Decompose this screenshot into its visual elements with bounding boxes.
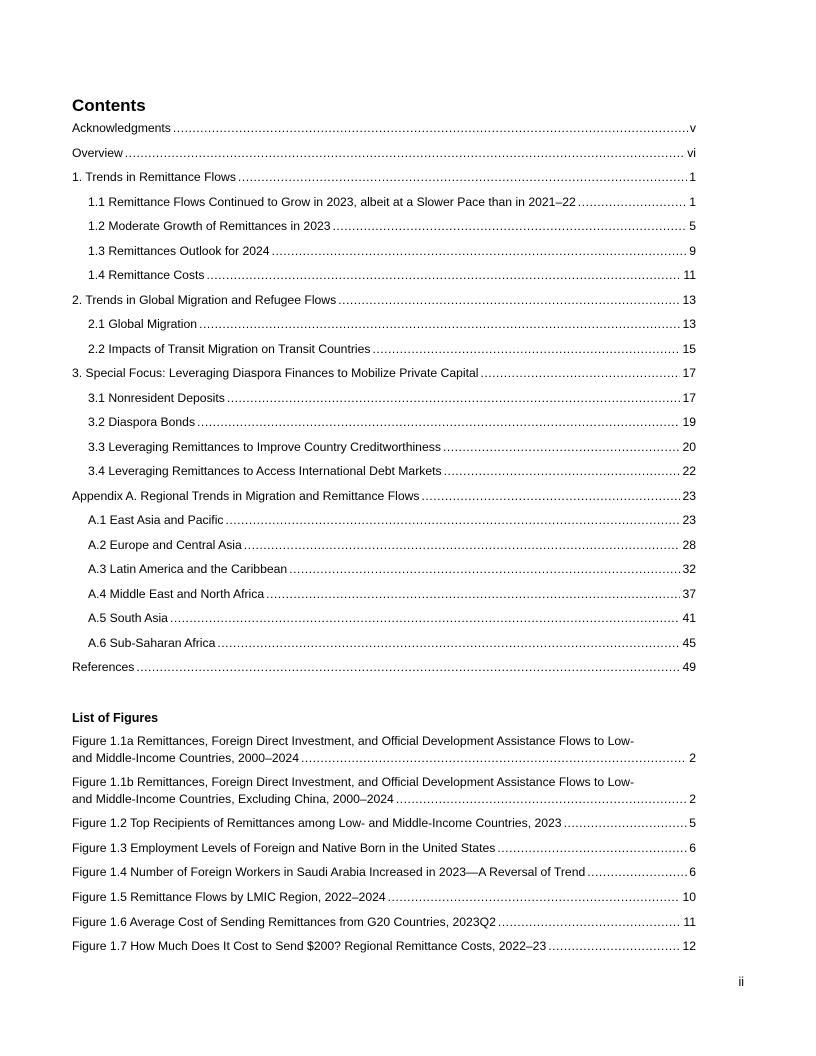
figure-entry-page: 10 xyxy=(682,890,696,905)
toc-entry[interactable] xyxy=(72,513,696,538)
figure-entry-title: Figure 1.2 Top Recipients of Remittances among Low- and Middle-Income Countries, 2023 xyxy=(72,816,562,830)
toc-entry[interactable] xyxy=(72,244,696,269)
page-number: ii xyxy=(738,975,744,989)
toc-entry[interactable] xyxy=(72,587,696,612)
toc-entry[interactable] xyxy=(72,538,696,563)
toc-entry[interactable] xyxy=(72,440,696,465)
toc-entry-title: 2.2 Impacts of Transit Migration on Transit Countries xyxy=(88,341,371,356)
dot-leader xyxy=(238,170,687,185)
dot-leader xyxy=(587,864,687,881)
toc-entry-title: A.6 Sub-Saharan Africa xyxy=(88,635,216,650)
toc-entry-page: vi xyxy=(687,145,696,160)
toc-entry[interactable] xyxy=(72,170,696,195)
figure-entry-page: 11 xyxy=(683,914,696,929)
figure-entry-title: Figure 1.7 How Much Does It Cost to Send $200? Regional Remittance Costs, 2022–23 xyxy=(72,939,547,954)
toc-entry-title: A.5 South Asia xyxy=(88,611,168,625)
figure-entry-page: 6 xyxy=(689,840,696,855)
dot-leader xyxy=(548,938,680,955)
toc-entry-page: 19 xyxy=(682,415,696,429)
figure-entry-title-line2-row xyxy=(72,750,696,767)
toc-entry[interactable] xyxy=(72,219,696,244)
dot-leader xyxy=(578,195,687,210)
figure-entry-title: Figure 1.5 Remittance Flows by LMIC Region, 2022–2024 xyxy=(72,890,386,905)
dot-leader xyxy=(217,636,680,651)
toc-entry-title: 1.1 Remittance Flows Continued to Grow in 2023, albeit at a Slower Pace than in 2021–22 xyxy=(88,194,576,209)
toc-entry-page: 17 xyxy=(682,390,696,405)
dot-leader xyxy=(422,489,681,504)
dot-leader xyxy=(396,791,687,808)
dot-leader xyxy=(266,587,680,602)
toc-entry-title: 3.1 Nonresident Deposits xyxy=(88,390,225,405)
figure-entry[interactable] xyxy=(72,815,696,832)
toc-entry-page: 41 xyxy=(682,611,696,625)
toc-entry-page: v xyxy=(689,121,696,135)
figure-entry-title-line2: and Middle-Income Countries, 2000–2024 xyxy=(72,751,299,765)
dot-leader xyxy=(372,342,680,357)
dot-leader xyxy=(497,840,687,857)
dot-leader xyxy=(564,815,688,832)
toc-entry-page: 23 xyxy=(682,488,696,503)
toc-entry[interactable] xyxy=(72,611,696,636)
toc-entry-title: A.4 Middle East and North Africa xyxy=(88,586,265,601)
toc-entry-title: 3.4 Leveraging Remittances to Access International Debt Markets xyxy=(88,464,442,478)
figure-entry-page: 2 xyxy=(689,792,696,806)
toc-entry-page: 15 xyxy=(682,341,696,356)
dot-leader xyxy=(173,121,688,136)
toc-entry-page: 49 xyxy=(682,660,696,674)
toc-entry-title: Appendix A. Regional Trends in Migration and Remittance Flows xyxy=(72,488,420,503)
figure-entry[interactable] xyxy=(72,774,696,808)
toc-entry[interactable] xyxy=(72,562,696,587)
toc-entry[interactable] xyxy=(72,268,696,293)
dot-leader xyxy=(272,244,688,259)
toc-entry-title: A.2 Europe and Central Asia xyxy=(88,537,242,552)
toc-entry-page: 28 xyxy=(682,537,696,552)
toc-entry[interactable] xyxy=(72,121,696,146)
toc-entry-page: 13 xyxy=(682,292,696,307)
figure-entry-page: 5 xyxy=(689,816,696,830)
toc-entry-page: 11 xyxy=(683,268,696,282)
toc-entry-title: 1.3 Remittances Outlook for 2024 xyxy=(88,243,270,258)
dot-leader xyxy=(289,562,680,577)
toc-entry-page: 5 xyxy=(689,219,696,233)
toc-entry-title: References xyxy=(72,660,135,674)
toc-entry-title: 2.1 Global Migration xyxy=(88,317,198,331)
table-of-contents xyxy=(72,121,696,685)
figure-entry-title: Figure 1.3 Employment Levels of Foreign and Native Born in the United States xyxy=(72,840,496,855)
toc-entry[interactable] xyxy=(72,415,696,440)
dot-leader xyxy=(333,219,688,234)
toc-entry-page: 22 xyxy=(682,464,696,478)
toc-entry-title: 1. Trends in Remittance Flows xyxy=(72,170,236,184)
dot-leader xyxy=(244,538,681,553)
toc-entry[interactable] xyxy=(72,342,696,367)
toc-entry[interactable] xyxy=(72,489,696,514)
figure-entry-page: 6 xyxy=(689,865,696,880)
list-of-figures-heading: List of Figures xyxy=(72,711,159,725)
figure-entry[interactable] xyxy=(72,938,696,955)
dot-leader xyxy=(443,440,681,455)
toc-entry[interactable] xyxy=(72,660,696,685)
toc-entry-title: 1.2 Moderate Growth of Remittances in 2023 xyxy=(88,219,331,233)
figure-entry-page: 12 xyxy=(682,939,696,954)
dot-leader xyxy=(444,464,681,479)
dot-leader xyxy=(301,750,687,767)
dot-leader xyxy=(388,889,681,906)
figure-entry-title-line1: Figure 1.1a Remittances, Foreign Direct Investment, and Official Development Assistance Flows to Low- xyxy=(72,734,634,748)
dot-leader xyxy=(207,268,682,283)
dot-leader xyxy=(226,513,681,528)
figure-entry-title: Figure 1.4 Number of Foreign Workers in Saudi Arabia Increased in 2023—A Reversal of Trend xyxy=(72,865,586,880)
toc-entry-page: 20 xyxy=(682,439,696,454)
toc-entry[interactable] xyxy=(72,636,696,661)
toc-entry-page: 17 xyxy=(682,366,696,380)
figure-entry[interactable] xyxy=(72,840,696,857)
figure-entry[interactable] xyxy=(72,889,696,906)
dot-leader xyxy=(136,660,680,675)
toc-entry-page: 1 xyxy=(689,194,696,209)
toc-entry-title: 3.3 Leveraging Remittances to Improve Country Creditworthiness xyxy=(88,439,441,454)
toc-entry-page: 45 xyxy=(682,635,696,650)
toc-entry[interactable] xyxy=(72,317,696,342)
toc-entry-title: 1.4 Remittance Costs xyxy=(88,268,205,282)
figure-entry-title-line2: and Middle-Income Countries, Excluding China, 2000–2024 xyxy=(72,792,394,806)
toc-entry[interactable] xyxy=(72,464,696,489)
figure-entry-title-line2-row xyxy=(72,791,696,808)
figure-entry-title-line1: Figure 1.1b Remittances, Foreign Direct Investment, and Official Development Assistance Flows to Low- xyxy=(72,775,634,789)
toc-entry-page: 1 xyxy=(689,170,696,184)
toc-entry[interactable] xyxy=(72,146,696,171)
dot-leader xyxy=(227,391,681,406)
toc-entry[interactable] xyxy=(72,366,696,391)
toc-entry-page: 37 xyxy=(682,586,696,601)
toc-entry-title: Overview xyxy=(72,145,123,160)
toc-entry-page: 32 xyxy=(682,562,696,576)
toc-entry-title: 3. Special Focus: Leveraging Diaspora Finances to Mobilize Private Capital xyxy=(72,366,479,380)
dot-leader xyxy=(480,366,680,381)
figure-entry[interactable] xyxy=(72,914,696,931)
toc-entry-title: 2. Trends in Global Migration and Refugee Flows xyxy=(72,292,337,307)
contents-heading: Contents xyxy=(72,96,146,115)
dot-leader xyxy=(170,611,680,626)
dot-leader xyxy=(498,914,681,931)
toc-entry[interactable] xyxy=(72,391,696,416)
toc-entry-page: 9 xyxy=(689,243,696,258)
toc-entry[interactable] xyxy=(72,293,696,318)
dot-leader xyxy=(199,317,680,332)
toc-entry-title: A.1 East Asia and Pacific xyxy=(88,513,224,527)
toc-entry-page: 23 xyxy=(682,513,696,527)
figure-entry[interactable] xyxy=(72,733,696,767)
toc-entry[interactable] xyxy=(72,195,696,220)
figure-entry-title: Figure 1.6 Average Cost of Sending Remittances from G20 Countries, 2023Q2 xyxy=(72,914,496,929)
figure-entry[interactable] xyxy=(72,864,696,881)
toc-entry-title: 3.2 Diaspora Bonds xyxy=(88,415,196,429)
figure-entry-page: 2 xyxy=(689,751,696,765)
toc-entry-title: A.3 Latin America and the Caribbean xyxy=(88,562,288,576)
dot-leader xyxy=(125,146,685,161)
dot-leader xyxy=(338,293,680,308)
dot-leader xyxy=(197,415,680,430)
list-of-figures xyxy=(72,733,696,963)
toc-entry-page: 13 xyxy=(682,317,696,331)
toc-entry-title: Acknowledgments xyxy=(72,121,171,135)
